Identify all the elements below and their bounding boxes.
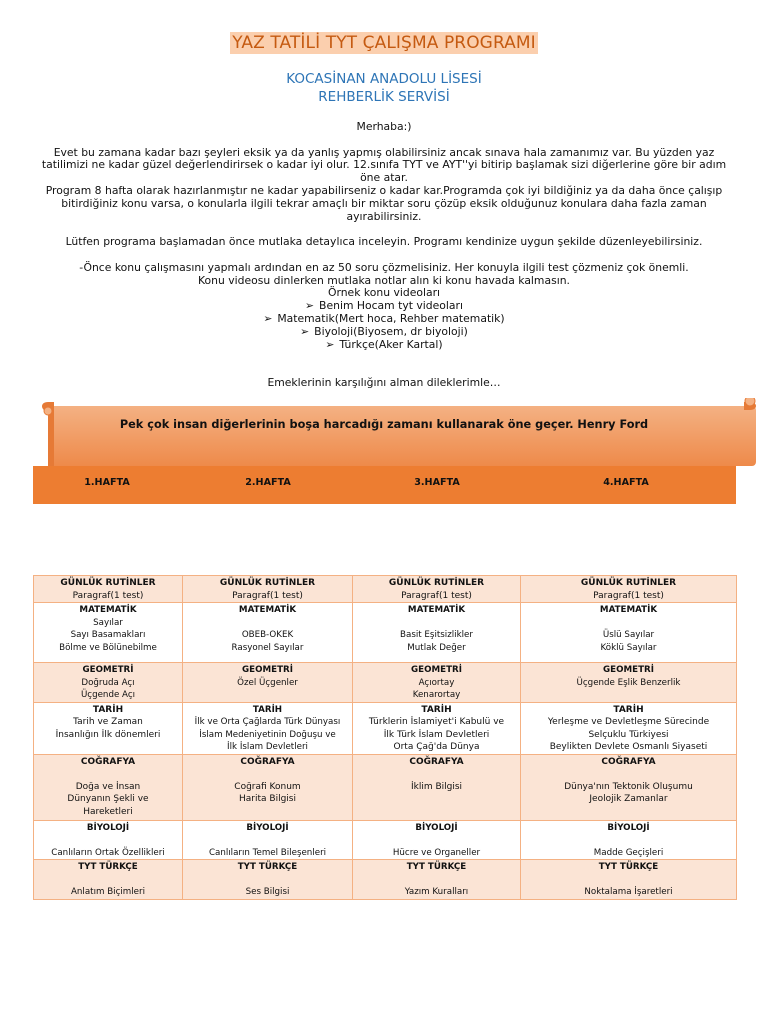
intro-line: bitirdiğiniz konu varsa, o konularla ilgili tekrar amaçlı bir miktar soru çözüp eksik olduğunuz konulara daha fazla zaman xyxy=(61,196,707,210)
table-row xyxy=(34,576,737,603)
table-cell: TARİH İlk ve Orta Çağlarda Türk Dünyası İslam Medeniyetinin Doğuşu ve İlk İslam Devletleri xyxy=(183,702,353,754)
table-cell: TARİH Tarih ve Zaman İnsanlığın İlk dönemleri xyxy=(34,702,183,754)
closing-line: Emeklerinin karşılığını alman dileklerimle… xyxy=(267,375,501,389)
table-cell: COĞRAFYA Coğrafi Konum Harita Bilgisi xyxy=(183,754,353,820)
table-cell: GEOMETRİ Doğruda Açı Üçgende Açı xyxy=(34,663,183,703)
table-cell: BİYOLOJİ Hücre ve Organeller xyxy=(353,820,521,860)
title-wrap xyxy=(0,32,768,54)
intro-line: tatilimizi ne kadar güzel değerlendirirsek o kadar iyi olur. 12.sınıfa TYT ve AYT''yi bitirip başlamak sizi diğerlerine göre bir adım xyxy=(41,158,727,172)
week-1-label: 1.HAFTA xyxy=(84,477,130,488)
intro-line: Konu videosu dinlerken mutlaka notlar alın ki konu havada kalmasın. xyxy=(198,273,570,287)
quote-scroll-banner xyxy=(38,398,758,470)
intro-line: -Önce konu çalışmasını yapmalı ardından en az 50 soru çözmelisiniz. Her konuyla ilgili test çözmeniz çok önemli. xyxy=(79,260,689,274)
intro-line: ayırabilirsiniz. xyxy=(346,209,422,223)
table-cell: MATEMATİK Üslü Sayılar Köklü Sayılar xyxy=(521,603,737,663)
arrow-bullet-icon: ➢ xyxy=(300,324,310,338)
table-cell: COĞRAFYA Doğa ve İnsan Dünyanın Şekli ve Hareketleri xyxy=(34,754,183,820)
scroll-shape xyxy=(38,398,758,470)
video-item: ➢ Matematik(Mert hoca, Rehber matematik) xyxy=(263,311,505,325)
videos-title: Örnek konu videoları xyxy=(327,286,441,300)
table-cell: GÜNLÜK RUTİNLER Paragraf(1 test) xyxy=(353,576,521,603)
intro-line: Lütfen programa başlamadan önce mutlaka detaylıca inceleyin. Programı kendinize uygun şekilde düzenleyebilirsiniz. xyxy=(65,235,703,249)
table-cell: GÜNLÜK RUTİNLER Paragraf(1 test) xyxy=(183,576,353,603)
intro-line: Program 8 hafta olarak hazırlanmıştır ne kadar yapabilirseniz o kadar kar.Programda çok iyi bildiğiniz ya da daha önce çalışıp xyxy=(45,183,723,197)
table-cell: TYT TÜRKÇE Anlatım Biçimleri xyxy=(34,860,183,900)
table-cell: BİYOLOJİ Madde Geçişleri xyxy=(521,820,737,860)
week-2-label: 2.HAFTA xyxy=(245,477,291,488)
table-row xyxy=(34,702,737,754)
week-3-label: 3.HAFTA xyxy=(414,477,460,488)
table-row xyxy=(34,754,737,820)
intro-line: Evet bu zamana kadar bazı şeyleri eksik ya da yanlış yapmış olabilirsiniz ancak sınava hala zamanımız var. Bu yüzden yaz xyxy=(53,145,715,159)
table-row xyxy=(34,603,737,663)
table-row xyxy=(34,860,737,900)
greeting: Merhaba:) xyxy=(356,120,412,133)
video-item: ➢ Benim Hocam tyt videoları xyxy=(305,299,463,313)
table-cell: MATEMATİK OBEB-OKEK Rasyonel Sayılar xyxy=(183,603,353,663)
study-plan-table xyxy=(33,575,737,900)
week-4-label: 4.HAFTA xyxy=(603,477,649,488)
intro-text xyxy=(40,121,728,390)
table-cell: MATEMATİK Sayılar Sayı Basamakları Bölme ve Bölünebilme xyxy=(34,603,183,663)
arrow-bullet-icon: ➢ xyxy=(325,337,335,351)
table-row xyxy=(34,820,737,860)
table-cell: TARİH Türklerin İslamiyet'i Kabulü ve İlk Türk İslam Devletleri Orta Çağ'da Dünya xyxy=(353,702,521,754)
weeks-header xyxy=(33,466,736,504)
table-cell: TARİH Yerleşme ve Devletleşme Sürecinde Selçuklu Türkiyesi Beylikten Devlete Osmanlı Siyaseti xyxy=(521,702,737,754)
table-cell: COĞRAFYA İklim Bilgisi xyxy=(353,754,521,820)
table-cell: GEOMETRİ Açıortay Kenarortay xyxy=(353,663,521,703)
school-header xyxy=(0,70,768,106)
intro-line: öne atar. xyxy=(360,171,408,185)
table-cell: GEOMETRİ Üçgende Eşlik Benzerlik xyxy=(521,663,737,703)
table-cell: TYT TÜRKÇE Noktalama İşaretleri xyxy=(521,860,737,900)
table-cell: MATEMATİK Basit Eşitsizlikler Mutlak Değer xyxy=(353,603,521,663)
service-name: REHBERLİK SERVİSİ xyxy=(318,89,450,105)
table-cell: BİYOLOJİ Canlıların Ortak Özellikleri xyxy=(34,820,183,860)
table-cell: GEOMETRİ Özel Üçgenler xyxy=(183,663,353,703)
table-cell: BİYOLOJİ Canlıların Temel Bileşenleri xyxy=(183,820,353,860)
quote-text: Pek çok insan diğerlerinin boşa harcadığı zamanı kullanarak öne geçer. Henry Ford xyxy=(119,418,649,431)
video-item: ➢ Biyoloji(Biyosem, dr biyoloji) xyxy=(300,324,468,338)
arrow-bullet-icon: ➢ xyxy=(305,299,315,313)
school-name: KOCASİNAN ANADOLU LİSESİ xyxy=(286,71,482,87)
table-cell: TYT TÜRKÇE Yazım Kuralları xyxy=(353,860,521,900)
video-item: ➢ Türkçe(Aker Kartal) xyxy=(325,337,443,351)
table-cell: COĞRAFYA Dünya'nın Tektonik Oluşumu Jeolojik Zamanlar xyxy=(521,754,737,820)
table-cell: GÜNLÜK RUTİNLER Paragraf(1 test) xyxy=(34,576,183,603)
table-row xyxy=(34,663,737,703)
page-title: YAZ TATİLİ TYT ÇALIŞMA PROGRAMI xyxy=(232,33,536,53)
arrow-bullet-icon: ➢ xyxy=(263,311,273,325)
table-cell: TYT TÜRKÇE Ses Bilgisi xyxy=(183,860,353,900)
table-cell: GÜNLÜK RUTİNLER Paragraf(1 test) xyxy=(521,576,737,603)
